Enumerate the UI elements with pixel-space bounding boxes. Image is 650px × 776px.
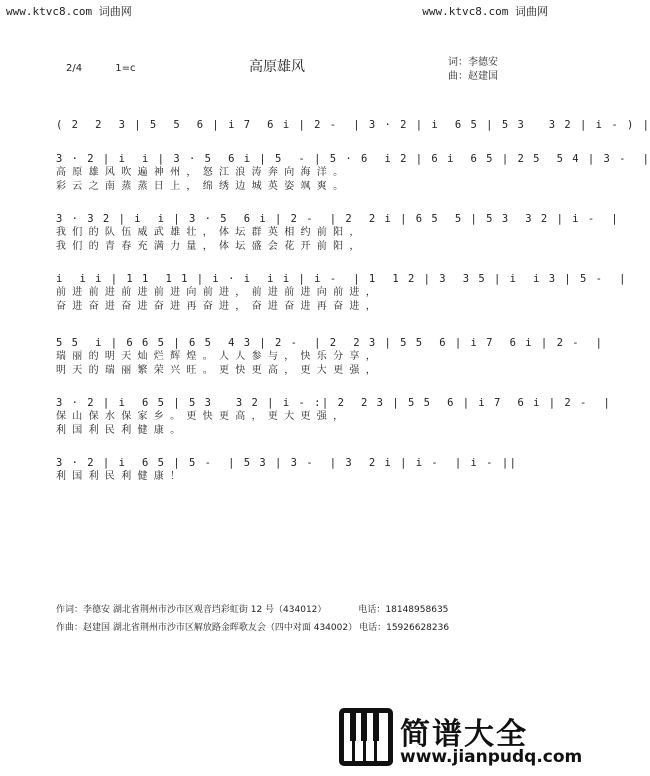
score-system	[56, 336, 604, 378]
lyric-line: 我们的队伍威武雄壮，体坛群英相约前阳，	[56, 227, 366, 238]
lyric-line: 我们的青春充满力量，体坛盛会花开前阳，	[56, 241, 366, 252]
notes-line: 3 · 2 | i 6 5 | 5 - | 5 3 | 3 - | 3 2 i | i - | i - ||	[56, 457, 518, 469]
brand-logo	[338, 707, 583, 771]
lyricist-address: 作词：李德安 湖北省荆州市沙市区观音垱彩虹街 12 号（434012）	[56, 605, 327, 615]
lyric-line: 前进前进前进前进向前进，前进前进向前进，	[56, 287, 382, 298]
time-signature: 2/4	[66, 63, 83, 74]
footer	[56, 601, 449, 637]
brand-url: www.jianpudq.com	[400, 747, 583, 767]
lyricist-contact	[56, 601, 449, 619]
lyric-line: 利国利民利健康！	[56, 471, 187, 482]
lyric-line: 瑞丽的明天灿烂辉煌。人人参与，快乐分享，	[56, 351, 382, 362]
composer-credit: 曲：赵建国	[448, 71, 498, 82]
brand-name: 简谱大全	[400, 717, 528, 752]
composer-address: 作曲：赵建国 湖北省荆州市沙市区解放路金晖歌友会（四中对面 434002）	[56, 623, 358, 633]
song-title: 高原雄风	[249, 59, 305, 75]
watermark-left: www.ktvc8.com 词曲网	[6, 5, 132, 18]
score-system	[56, 396, 612, 438]
notes-line: ( 2 2 3 | 5 5 6 | i 7 6 i | 2 - | 3 · 2 | i 6 5 | 5 3 3 2 | i - ) |	[56, 119, 650, 131]
score-system	[56, 456, 518, 484]
score-system	[56, 152, 650, 194]
lyric-line: 奋进奋进奋进奋进再奋进，奋进奋进再奋进，	[56, 301, 382, 312]
lyric-line: 彩云之南蒸蒸日上，绵绣边城英姿飒爽。	[56, 181, 350, 192]
notes-line: 3 · 3 2 | i i | 3 · 5 6 i | 2 - | 2 2 i | 6 5 5 | 5 3 3 2 | i - |	[56, 213, 620, 225]
lyric-line: 高原雄风吹遍神州，怒江浪涛奔向海洋。	[56, 167, 350, 178]
lyric-line: 利国利民利健康。	[56, 425, 187, 436]
lyricist-phone: 电话：18148958635	[358, 605, 449, 615]
notes-line: 5 5 i | 6 6 5 | 6 5 4 3 | 2 - | 2 2 3 | 5 5 6 | i 7 6 i | 2 - |	[56, 337, 604, 349]
score-system	[56, 212, 620, 254]
watermark-right: www.ktvc8.com 词曲网	[422, 5, 548, 18]
score-system	[56, 272, 627, 314]
score-system	[56, 118, 650, 132]
lyricist-credit: 词：李德安	[448, 57, 498, 68]
composer-phone: 电话：15926628236	[359, 623, 450, 633]
composer-contact	[56, 619, 449, 637]
key-signature: 1=c	[115, 63, 136, 74]
song-credits	[448, 56, 498, 84]
notes-line: i i i | 1 1 1 1 | i · i i i | i - | 1 1 2 | 3 3 5 | i i 3 | 5 - |	[56, 273, 627, 285]
song-meta	[66, 63, 166, 74]
lyric-line: 明天的瑞丽繁荣兴旺。更快更高，更大更强，	[56, 365, 382, 376]
lyric-line: 保山保水保家乡。更快更高，更大更强，	[56, 411, 350, 422]
notes-line: 3 · 2 | i 6 5 | 5 3 3 2 | i - :| 2 2 3 | 5 5 6 | i 7 6 i | 2 - |	[56, 397, 612, 409]
piano-keys-icon	[338, 707, 394, 767]
notes-line: 3 · 2 | i i | 3 · 5 6 i | 5 - | 5 · 6 i 2 | 6 i 6 5 | 2 5 5 4 | 3 - |	[56, 153, 650, 165]
